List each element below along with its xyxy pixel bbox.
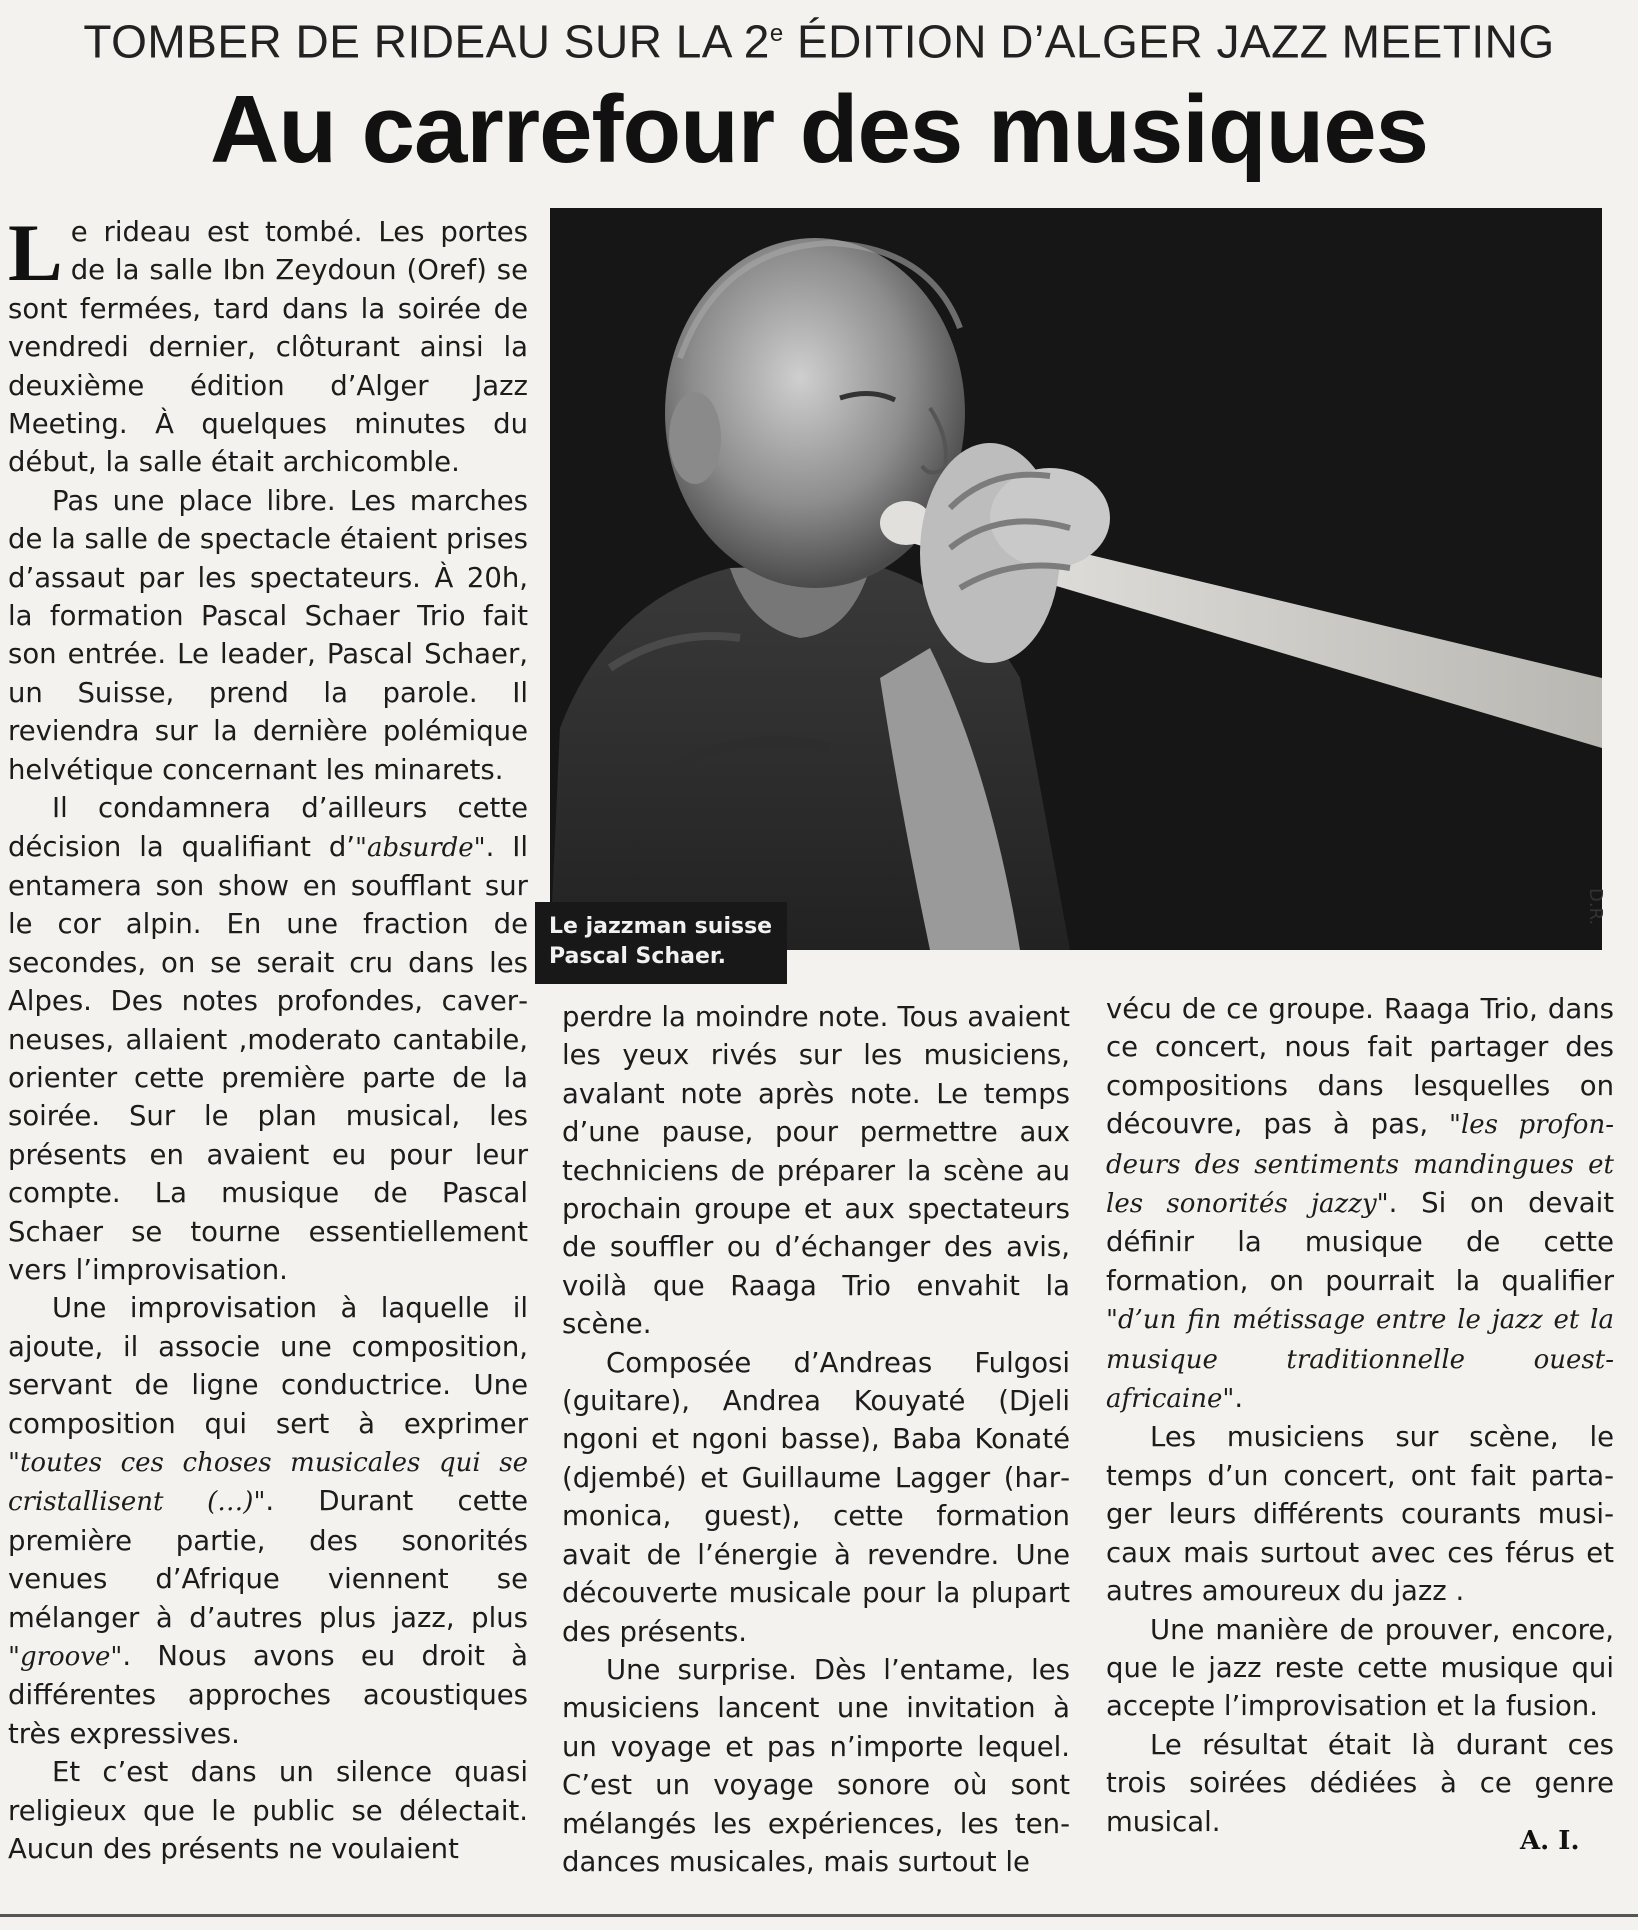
paragraph bbox=[1106, 990, 1614, 1418]
quote: "groove" bbox=[8, 1642, 123, 1673]
article-photo bbox=[550, 208, 1602, 950]
quote: "d’un fin métissage entre le jazz et la musique traditionnelle ouest-africaine" bbox=[1106, 1305, 1614, 1415]
quote: "toutes ces choses musicales qui se cristallisent (…)" bbox=[8, 1448, 528, 1518]
paragraph-text: e rideau est tombé. Les portes de la salle Ibn Zeydoun (Oref) se sont fermées, tard dans la soirée de vendredi dernier, clôturant ainsi la deuxième édition d’Alger Jazz Meeting. À quelques minutes du début, la salle était archicomble. bbox=[8, 216, 528, 479]
paragraph-text: Une improvisation à laquelle il ajoute, il associe une composition, servant de ligne conductrice. Une composition qui sert à exprimer bbox=[8, 1292, 528, 1440]
paragraph-text: . Nous avons eu droit à différentes approches acoustiques très expressives. bbox=[8, 1640, 528, 1750]
article-headline: Au carrefour des musiques bbox=[209, 76, 1429, 183]
text-column-2 bbox=[562, 998, 1070, 1881]
paragraph-text: . Durant cette première partie, des sonorités venues d’Afrique viennent se mélanger à d’autres plus jazz, plus bbox=[8, 1485, 528, 1634]
text-column-3 bbox=[1106, 990, 1614, 1841]
paragraph-text: Il condamnera d’ailleurs cette décision la qualifiant d’ bbox=[8, 792, 528, 863]
paragraph bbox=[8, 1289, 528, 1753]
paragraph: Pas une place libre. Les marches de la salle de spectacle étaient prises d’assaut par les spectateurs. À 20h, la formation Pascal Schaer Trio fait son entrée. Le leader, Pascal Schaer, un Suisse, prend la parole. Il reviendra sur la dernière polémique helvétique concernant les minarets. bbox=[8, 484, 528, 786]
paragraph-text: . bbox=[1234, 1382, 1244, 1415]
article-kicker bbox=[0, 0, 1638, 75]
paragraph: Le résultat était là durant ces trois soirées dédiées à ce genre musical. bbox=[1106, 1728, 1614, 1838]
paragraph: Une surprise. Dès l’entame, les musiciens lancent une invitation à un voyage et pas n’importe lequel. C’est un voyage sonore où sont mélangés les expériences, les tendances musicales, mais surtout le bbox=[562, 1653, 1070, 1878]
bottom-rule bbox=[0, 1914, 1638, 1917]
caption-line: Le jazzman suisse bbox=[549, 914, 773, 939]
author-signature: A. I. bbox=[1520, 1826, 1580, 1856]
text-column-1 bbox=[8, 207, 528, 1868]
quote: "absurde" bbox=[355, 832, 486, 863]
paragraph-text: vécu de ce groupe. Raaga Trio, dans ce concert, nous fait partager des compositions dans lesquelles on découvre, pas à pas, bbox=[1106, 993, 1614, 1141]
paragraph bbox=[8, 789, 528, 1289]
kicker-superscript: e bbox=[769, 20, 784, 47]
quote: "les profondeurs des sentiments mandingues et les sonorités jazzy" bbox=[1106, 1110, 1615, 1220]
paragraph: Et c’est dans un silence quasi religieux que le public se délectait. Aucun des présents ne voulaient bbox=[8, 1756, 528, 1866]
drop-cap: L bbox=[8, 207, 63, 298]
photo-illustration bbox=[550, 208, 1602, 950]
paragraph-text: . Il entamera son show en soufflant sur le cor alpin. En une fraction de secondes, on se serait cru dans les Alpes. Des notes profondes, caverneuses, allaient ,moderato cantabile, orienter cette première parte de la soirée. Sur le plan musical, les présents en avaient eu pour leur compte. La musique de Pascal Schaer se tourne essentiellement vers l’improvisation. bbox=[8, 830, 528, 1286]
paragraph: perdre la moindre note. Tous avaient les yeux rivés sur les musiciens, avalant note après note. Le temps d’une pause, pour permettre aux techniciens de préparer la scène au prochain groupe et aux spectateurs de souffler ou d’échanger des avis, voilà que Raaga Trio envahit la scène. bbox=[562, 1001, 1070, 1341]
photo-credit: D.R. bbox=[1585, 888, 1606, 926]
caption-line: Pascal Schaer. bbox=[549, 944, 726, 969]
paragraph: Une manière de prouver, encore, que le jazz reste cette musique qui accepte l’improvisation et la fusion. bbox=[1106, 1613, 1614, 1723]
photo-caption bbox=[535, 902, 787, 984]
kicker-text-post: ÉDITION D’ALGER JAZZ MEETING bbox=[783, 15, 1555, 68]
paragraph: Composée d’Andreas Fulgosi (guitare), Andrea Kouyaté (Djeli ngoni et ngoni basse), Baba Konaté (djembé) et Guillaume Lagger (harmonica, guest), cette formation avait de l’énergie à revendre. Une découverte musicale pour la plupart des présents. bbox=[562, 1346, 1070, 1648]
paragraph bbox=[8, 207, 528, 482]
paragraph: Les musiciens sur scène, le temps d’un concert, ont fait partager leurs différents courants musicaux mais surtout avec ces férus et autres amoureux du jazz . bbox=[1106, 1421, 1614, 1608]
kicker-text-pre: TOMBER DE RIDEAU SUR LA 2 bbox=[83, 15, 770, 68]
paragraph-text: . Si on devait définir la musique de cette formation, on pourrait la qualifier bbox=[1106, 1187, 1614, 1297]
